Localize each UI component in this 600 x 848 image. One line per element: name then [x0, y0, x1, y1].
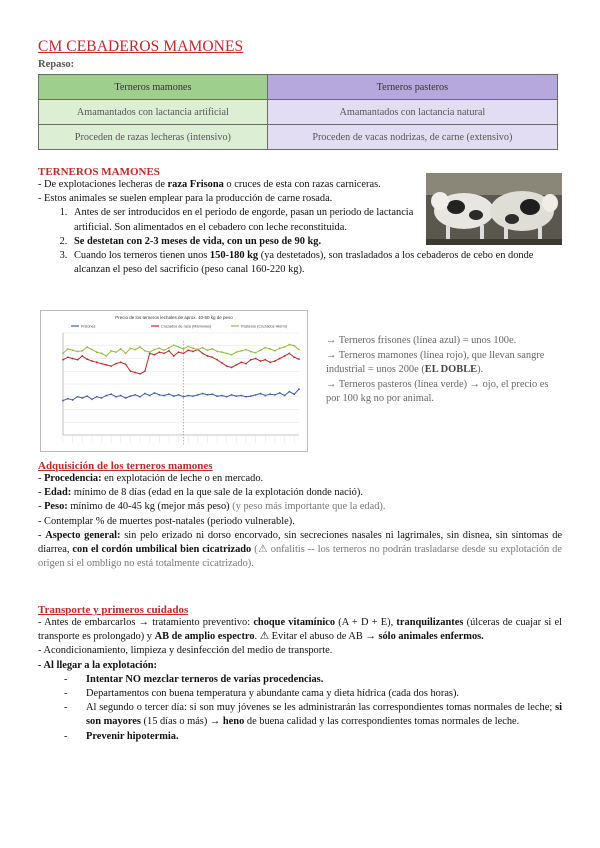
data-point	[168, 350, 170, 352]
data-point	[274, 394, 276, 396]
data-point	[187, 349, 189, 351]
data-point	[115, 351, 117, 353]
paragraph: - Contemplar % de muertes post-natales (periodo vulnerable).	[38, 515, 295, 527]
data-point	[125, 353, 127, 355]
data-point	[235, 351, 237, 353]
data-point	[139, 346, 141, 348]
data-point	[134, 394, 136, 396]
data-point	[168, 393, 170, 395]
data-point	[284, 346, 286, 348]
data-point	[67, 348, 69, 350]
data-point	[101, 353, 103, 355]
paragraph: - Acondicionamiento, limpieza y desinfección del medio de transporte.	[38, 645, 333, 657]
data-point	[67, 356, 69, 358]
data-point	[250, 359, 252, 361]
data-point	[288, 391, 290, 393]
data-point	[245, 363, 247, 365]
paragraph: - Procedencia: en explotación de leche o en mercado.	[38, 473, 264, 484]
data-point	[269, 393, 271, 395]
data-point	[115, 363, 117, 365]
data-point	[96, 351, 98, 353]
calves-photo	[426, 173, 562, 245]
data-point	[269, 348, 271, 350]
table-cell: Proceden de vacas nodrizas, de carne (extensivo)	[267, 125, 557, 150]
data-point	[163, 353, 165, 355]
data-point	[279, 347, 281, 349]
table-cell: Proceden de razas lecheras (intensivo)	[39, 125, 268, 150]
data-point	[284, 355, 286, 357]
data-point	[187, 395, 189, 397]
data-point	[226, 396, 228, 398]
data-point	[207, 349, 209, 351]
data-point	[154, 354, 156, 356]
data-point	[149, 351, 151, 353]
adquisicion-section	[38, 460, 562, 571]
list-item: 3. Cuando los terneros tienen unos 150-180 kg (ya destetados), son trasladados a los cebaderos de cebo en donde alcanzan el peso del sacrificio (peso canal 160-220 kg).	[70, 249, 562, 277]
data-point	[81, 350, 83, 352]
data-point	[91, 360, 93, 362]
data-point	[298, 349, 300, 351]
data-point	[216, 359, 218, 361]
data-point	[298, 388, 300, 390]
data-point	[105, 395, 107, 397]
data-point	[221, 362, 223, 364]
data-point	[240, 350, 242, 352]
dash-list	[38, 673, 562, 744]
paragraph: - Aspecto general: sin pelo erizado ni dorso encorvado, sin secreciones nasales ni lagrimales, sin disnea, sin síntomas de diarrea, con el cordón umbilical bien cicatrizado (⚠ onfalitis -- los terneros no podrán trasladarse desde su explotación de origen si el ombligo no está totalmente cicatrizado).	[38, 529, 563, 570]
data-point	[130, 395, 132, 397]
list-item: - Prevenir hipotermia.	[86, 730, 562, 744]
data-point	[110, 365, 112, 367]
data-point	[163, 349, 165, 351]
data-point	[77, 351, 79, 353]
data-point	[207, 355, 209, 357]
data-point	[260, 349, 262, 351]
data-point	[202, 393, 204, 395]
data-point	[101, 363, 103, 365]
data-point	[250, 395, 252, 397]
data-point	[110, 393, 112, 395]
data-point	[226, 353, 228, 355]
data-point	[86, 346, 88, 348]
paragraph: - Al llegar a la explotación:	[38, 659, 157, 671]
data-point	[274, 350, 276, 352]
data-point	[149, 395, 151, 397]
table-header: Terneros mamones	[39, 75, 268, 100]
data-point	[81, 355, 83, 357]
data-point	[211, 348, 213, 350]
data-point	[105, 355, 107, 357]
data-point	[62, 353, 64, 355]
note-pasteros: → Terneros pasteros (línea verde) → ojo, el precio es por 100 kg no por animal.	[326, 378, 549, 405]
data-point	[255, 352, 257, 354]
data-point	[293, 356, 295, 358]
section-heading: Transporte y primeros cuidados	[38, 604, 189, 616]
data-point	[173, 344, 175, 346]
data-point	[197, 349, 199, 351]
data-point	[192, 347, 194, 349]
data-point	[173, 395, 175, 397]
document-page	[38, 38, 563, 742]
chart-canvas	[41, 311, 307, 451]
transporte-section	[38, 604, 562, 744]
data-point	[264, 359, 266, 361]
legend-label: Frisones	[81, 324, 96, 329]
data-point	[134, 349, 136, 351]
data-point	[72, 399, 74, 401]
data-point	[139, 396, 141, 398]
data-point	[235, 364, 237, 366]
data-point	[269, 361, 271, 363]
data-point	[250, 351, 252, 353]
data-point	[197, 394, 199, 396]
price-chart	[40, 310, 308, 452]
data-point	[264, 395, 266, 397]
legend-label: Pasteros (Cruzados Hierro)	[241, 324, 288, 329]
data-point	[134, 372, 136, 374]
data-point	[125, 397, 127, 399]
data-point	[67, 398, 69, 400]
data-point	[240, 361, 242, 363]
data-point	[231, 354, 233, 356]
list-item: - Intentar NO mezclar terneros de varias procedencias.	[86, 673, 562, 687]
data-point	[101, 397, 103, 399]
data-point	[115, 396, 117, 398]
paragraph: - Antes de embarcarlos → tratamiento preventivo: choque vitamínico (A + D + E), tranquilizantes (úlceras de cuajar si el transporte es prolongado) y AB de amplio espectro. ⚠ Evitar el abuso de AB → sólo animales enfermos.	[38, 617, 563, 643]
data-point	[183, 396, 185, 398]
paragraph: - De explotaciones lecheras de raza Frisona o cruces de esta con razas carniceras.	[38, 179, 381, 190]
paragraph: - Estos animales se suelen emplear para la producción de carne rosada.	[38, 193, 333, 205]
series-line	[63, 389, 299, 400]
list-item: - Departamentos con buena temperatura y abundante cama y dieta hídrica (cada dos horas).	[86, 687, 562, 701]
data-point	[173, 355, 175, 357]
data-point	[288, 344, 290, 346]
legend-label: Cruzados de raza (Mamones)	[161, 324, 212, 329]
data-point	[125, 363, 127, 365]
note-frisones: → Terneros frisones (línea azul) = unos 100e.	[326, 335, 517, 346]
table-header-row	[39, 75, 558, 100]
chart-title: Precio de los terneros lechales de aprox. 40-50 kg de peso	[115, 315, 233, 320]
list-item: - Al segundo o tercer día: si son muy jóvenes se les administrarán las correspondientes tomas normales de leche; si son mayores (15 días o más) → heno de buena calidad y las correspondientes tomas normales de leche.	[86, 701, 562, 729]
data-point	[158, 351, 160, 353]
data-point	[298, 358, 300, 360]
paragraph: - Peso: mínimo de 40-45 kg (mejor más peso) (y peso más importante que la edad).	[38, 501, 386, 513]
data-point	[154, 392, 156, 394]
data-point	[216, 395, 218, 397]
data-point	[120, 361, 122, 363]
data-point	[202, 347, 204, 349]
data-point	[178, 346, 180, 348]
data-point	[284, 395, 286, 397]
data-point	[183, 348, 185, 350]
data-point	[168, 347, 170, 349]
data-point	[72, 349, 74, 351]
data-point	[91, 349, 93, 351]
data-point	[279, 358, 281, 360]
data-point	[260, 360, 262, 362]
data-point	[86, 358, 88, 360]
series-line	[63, 350, 299, 374]
data-point	[144, 393, 146, 395]
data-point	[183, 353, 185, 355]
data-point	[192, 395, 194, 397]
data-point	[72, 358, 74, 360]
repaso-label: Repaso:	[38, 59, 75, 70]
data-point	[130, 370, 132, 372]
data-point	[221, 351, 223, 353]
data-point	[96, 396, 98, 398]
data-point	[288, 353, 290, 355]
series-line	[63, 344, 299, 355]
table-row	[39, 100, 558, 125]
data-point	[211, 356, 213, 358]
data-point	[158, 394, 160, 396]
data-point	[245, 349, 247, 351]
data-point	[110, 350, 112, 352]
data-point	[120, 348, 122, 350]
data-point	[154, 349, 156, 351]
data-point	[279, 392, 281, 394]
chart-notes	[326, 334, 562, 407]
data-point	[86, 395, 88, 397]
data-point	[96, 361, 98, 363]
data-point	[158, 347, 160, 349]
data-point	[260, 393, 262, 395]
table-row	[39, 125, 558, 150]
data-point	[105, 364, 107, 366]
data-point	[139, 373, 141, 375]
data-point	[77, 396, 79, 398]
data-point	[62, 359, 64, 361]
data-point	[187, 345, 189, 347]
data-point	[264, 347, 266, 349]
table-cell: Amamantados con lactancia artificial	[39, 100, 268, 125]
list-item: 2. Se destetan con 2-3 meses de vida, con un peso de 90 kg.	[70, 235, 562, 249]
note-mamones: → Terneros mamones (línea rojo), que llevan sangre industrial = unos 200e (EL DOBLE).	[326, 349, 545, 376]
data-point	[144, 350, 146, 352]
data-point	[91, 398, 93, 400]
data-point	[211, 393, 213, 395]
data-point	[293, 345, 295, 347]
data-point	[178, 351, 180, 353]
data-point	[235, 395, 237, 397]
data-point	[81, 397, 83, 399]
table-cell: Amamantados con lactancia natural	[267, 100, 557, 125]
data-point	[178, 394, 180, 396]
section-heading: TERNEROS MAMONES	[38, 166, 160, 178]
section-heading: Adquisición de los terneros mamones	[38, 460, 213, 472]
data-point	[240, 395, 242, 397]
data-point	[130, 347, 132, 349]
data-point	[274, 360, 276, 362]
data-point	[120, 395, 122, 397]
data-point	[163, 395, 165, 397]
data-point	[202, 353, 204, 355]
data-point	[221, 395, 223, 397]
data-point	[216, 351, 218, 353]
data-point	[226, 365, 228, 367]
list-item: 1. Antes de ser introducidos en el periodo de engorde, pasan un periodo de lactancia artificial. Son alimentados en el cebadero con leche reconstituida.	[70, 206, 414, 234]
data-point	[293, 393, 295, 395]
paragraph: - Edad: mínimo de 8 días (edad en la que sale de la explotación donde nació).	[38, 487, 363, 499]
data-point	[144, 370, 146, 372]
data-point	[77, 359, 79, 361]
data-point	[231, 394, 233, 396]
data-point	[255, 394, 257, 396]
page-title: CM CEBADEROS MAMONES	[38, 38, 244, 55]
data-point	[231, 367, 233, 369]
data-point	[255, 358, 257, 360]
data-point	[245, 396, 247, 398]
data-point	[207, 394, 209, 396]
data-point	[62, 400, 64, 402]
comparison-table	[38, 74, 558, 150]
data-point	[192, 351, 194, 353]
table-header: Terneros pasteros	[267, 75, 557, 100]
